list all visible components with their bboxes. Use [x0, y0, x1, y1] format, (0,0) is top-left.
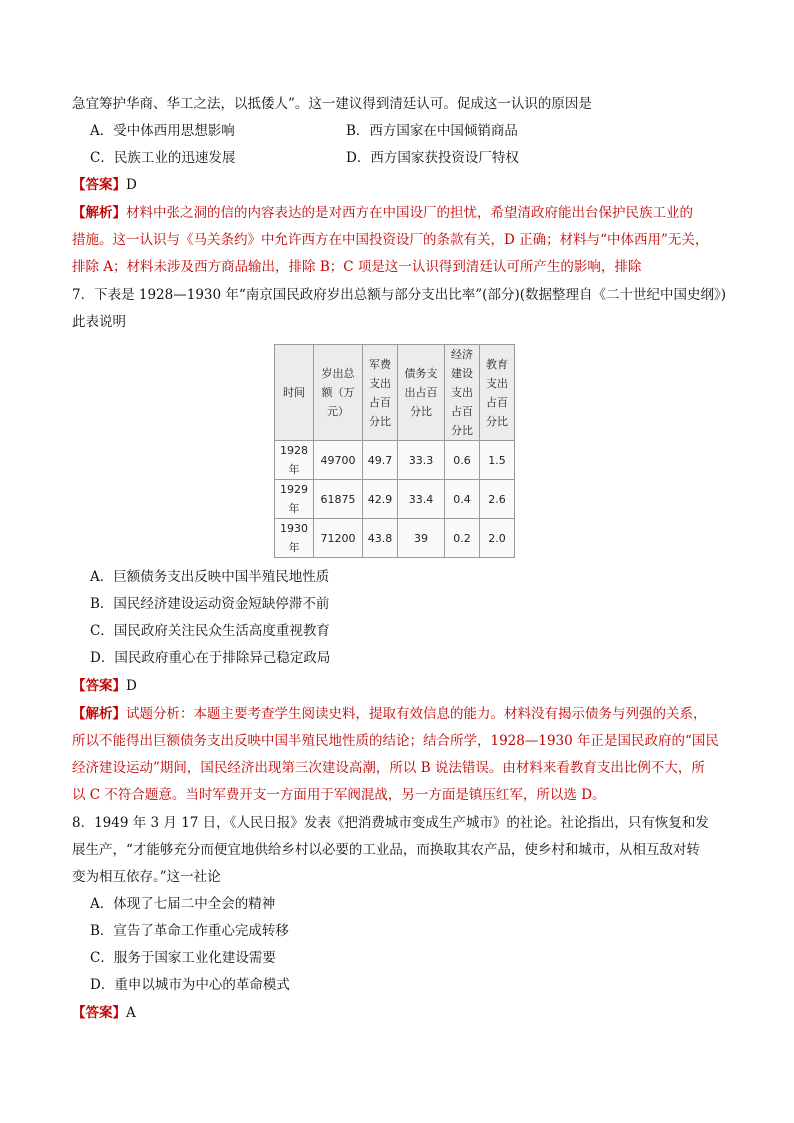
table-cell: 2.6	[480, 480, 515, 519]
analysis-label: 【解析】	[72, 706, 126, 722]
table-cell: 43.8	[363, 519, 398, 558]
table-cell: 1.5	[480, 441, 515, 480]
answer-value: A	[126, 1005, 136, 1021]
analysis-text: 试题分析：本题主要考查学生阅读史料，提取有效信息的能力。材料没有揭示债务与列强的关系，	[126, 706, 707, 722]
table-cell: 2.0	[480, 519, 515, 558]
q8-option-d: D．重申以城市为中心的革命模式	[90, 977, 290, 993]
q8-option-b: B．宣告了革命工作重心完成转移	[90, 923, 289, 939]
table-row	[275, 519, 515, 558]
q7-answer	[72, 676, 724, 696]
q6-option-a: A．受中体西用思想影响	[90, 123, 235, 139]
q7-option-a: A．巨额债务支出反映中国半殖民地性质	[90, 569, 330, 585]
table-cell: 1929 年	[275, 480, 314, 519]
q7-stem-line-1: 7．下表是 1928—1930 年“南京国民政府岁出总额与部分支出比率”(部分)(数据整理自《二十世纪中国史纲》)	[72, 287, 727, 303]
table-cell: 0.4	[445, 480, 480, 519]
q7-analysis-line-4: 以 C 不符合题意。当时军费开支一方面用于军阀混战，另一方面是镇压红军，所以选 D。	[72, 787, 606, 803]
q7-option-d: D．国民政府重心在于排除异己稳定政局	[90, 650, 331, 666]
table-cell: 49.7	[363, 441, 398, 480]
q8-answer	[72, 1003, 724, 1023]
table-cell: 61875	[314, 480, 363, 519]
table-row	[275, 480, 515, 519]
q6-analysis-line-2: 措施。这一认识与《马关条约》中允许西方在中国投资设厂的条款有关，D 正确；材料与“中体西用”无关，	[72, 232, 709, 248]
header-cell: 时间	[275, 345, 314, 441]
q6-option-c: C．民族工业的迅速发展	[90, 150, 236, 166]
table-cell: 71200	[314, 519, 363, 558]
q8-option-c: C．服务于国家工业化建设需要	[90, 950, 276, 966]
q8-option-a: A．体现了七届二中全会的精神	[90, 896, 276, 912]
table-cell: 1928 年	[275, 441, 314, 480]
table-cell: 33.4	[398, 480, 445, 519]
table-cell: 0.6	[445, 441, 480, 480]
expenditure-table	[274, 344, 515, 558]
q7-stem-line-2: 此表说明	[72, 314, 126, 330]
table-cell: 49700	[314, 441, 363, 480]
table-header-row	[275, 345, 515, 441]
q6-option-b: B．西方国家在中国倾销商品	[346, 123, 518, 139]
table-cell: 42.9	[363, 480, 398, 519]
header-cell: 经济 建设 支出 占百 分比	[445, 345, 480, 441]
answer-value: D	[126, 678, 137, 694]
q6-analysis-line-3: 排除 A；材料未涉及西方商品输出，排除 B；C 项是这一认识得到清廷认可所产生的影响，排除	[72, 259, 642, 275]
answer-label: 【答案】	[72, 1005, 126, 1021]
header-cell: 军费 支出 占百 分比	[363, 345, 398, 441]
q7-analysis-line-3: 经济建设运动”期间，国民经济出现第三次建设高潮，所以 B 说法错误。由材料来看教育支出比例不大，所	[72, 760, 705, 776]
table-row	[275, 441, 515, 480]
q8-stem-line-3: 变为相互依存。”这一社论	[72, 869, 221, 885]
q7-option-c: C．国民政府关注民众生活高度重视教育	[90, 623, 330, 639]
answer-label: 【答案】	[72, 177, 126, 193]
q6-analysis-line-1	[72, 203, 724, 223]
table-cell: 1930 年	[275, 519, 314, 558]
analysis-text: 材料中张之洞的信的内容表达的是对西方在中国设厂的担忧，希望清政府能出台保护民族工业的	[126, 205, 693, 221]
header-cell: 岁出总 额（万 元）	[314, 345, 363, 441]
table-cell: 0.2	[445, 519, 480, 558]
analysis-label: 【解析】	[72, 205, 126, 221]
q7-analysis-line-1	[72, 704, 724, 724]
table-cell: 39	[398, 519, 445, 558]
table-cell: 33.3	[398, 441, 445, 480]
q6-stem-tail: 急宜筹护华商、华工之法，以抵倭人”。这一建议得到清廷认可。促成这一认识的原因是	[72, 96, 592, 112]
answer-label: 【答案】	[72, 678, 126, 694]
header-cell: 债务支 出占百 分比	[398, 345, 445, 441]
q8-stem-line-2: 展生产，“才能够充分而便宜地供给乡村以必要的工业品，而换取其农产品，使乡村和城市，从相互敌对转	[72, 842, 700, 858]
answer-value: D	[126, 177, 137, 193]
header-cell: 教育 支出 占百 分比	[480, 345, 515, 441]
q6-answer	[72, 175, 724, 195]
q7-analysis-line-2: 所以不能得出巨额债务支出反映中国半殖民地性质的结论；结合所学，1928—1930 年正是国民政府的“国民	[72, 733, 719, 749]
q6-option-d: D．西方国家获投资设厂特权	[346, 150, 519, 166]
q8-stem-line-1: 8．1949 年 3 月 17 日，《人民日报》发表《把消费城市变成生产城市》的社论。社论指出，只有恢复和发	[72, 815, 709, 831]
q7-option-b: B．国民经济建设运动资金短缺停滞不前	[90, 596, 330, 612]
